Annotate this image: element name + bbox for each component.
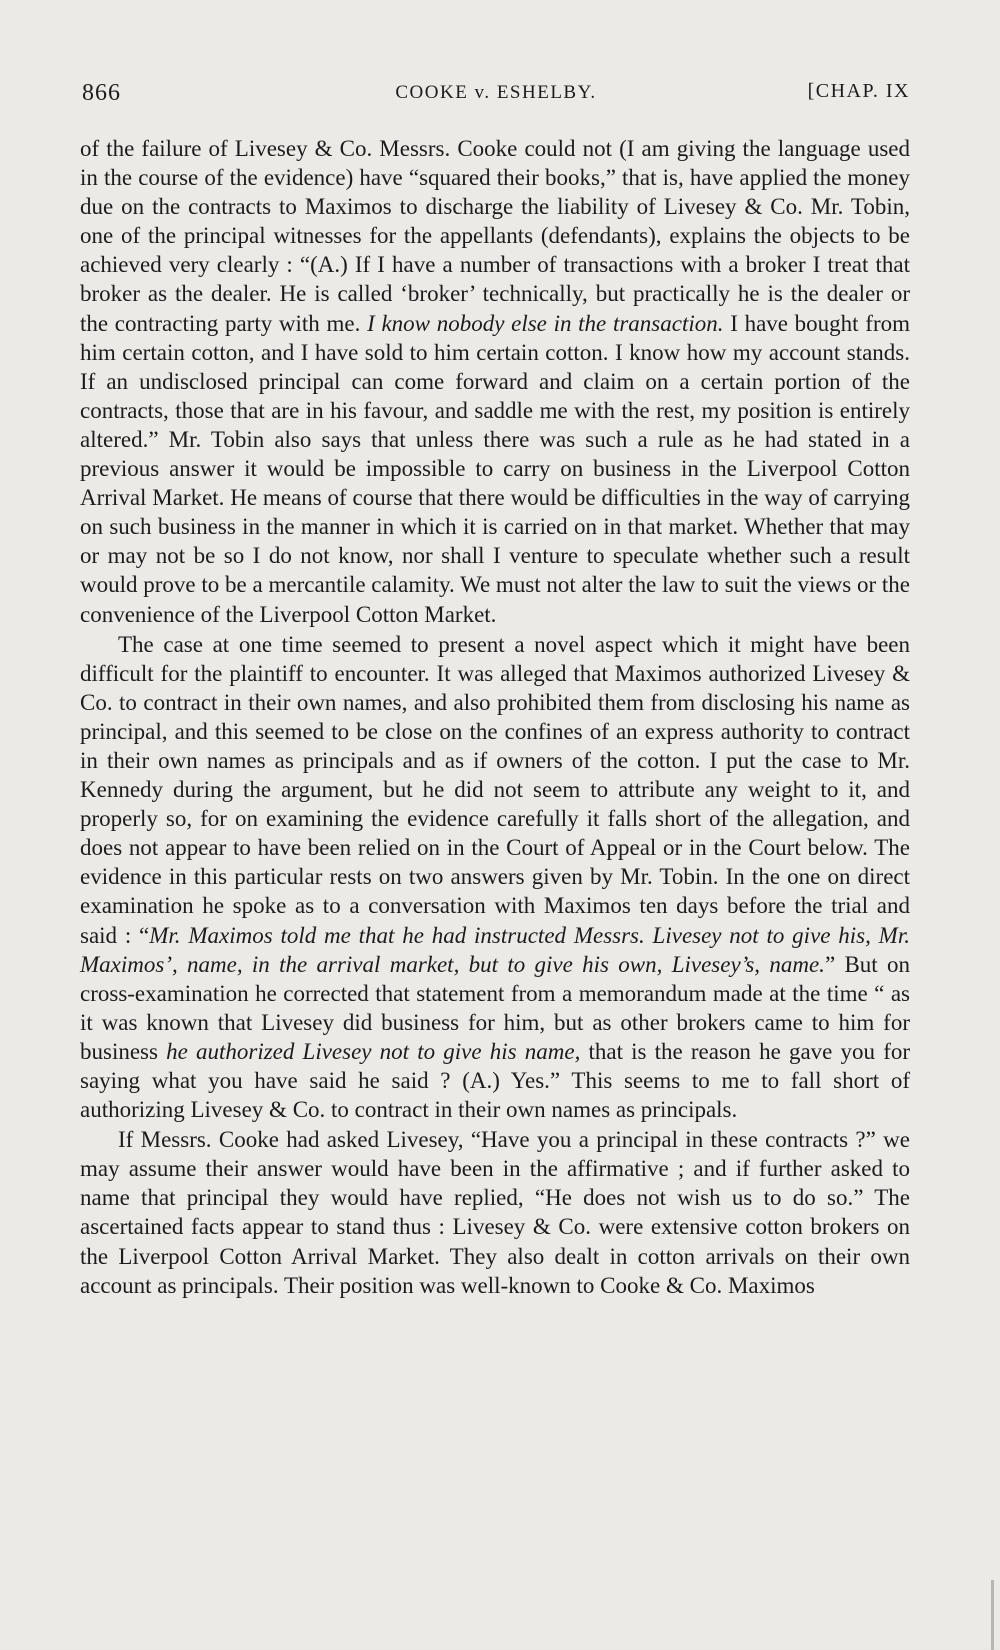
text-run: If Messrs. Cooke had asked Livesey, “Have you a principal in these contracts ?” we may assume their answer would have been in the affirmative ; and if further asked to name that principal they would have replied, “He does not wish us to do so.” The ascertained facts appear to stand thus : Livesey & Co. were extensive cotton brokers on the Liverpool Cotton Arrival Market. They also dealt in cotton arrivals on their own account as principals. Their position was well-known to Cooke & Co. Maximos: [80, 1127, 910, 1298]
text-run: that is the reason he gave you for saying what you have said he said ? (A.) Yes.” This seems to me to fall short of authorizing Livesey & Co. to contract in their own names as principals.: [80, 1038, 911, 1123]
body-text: [80, 134, 910, 1300]
paragraph: [80, 134, 910, 629]
paragraph: [80, 630, 910, 1125]
page-number: 866: [82, 80, 121, 106]
page-edge-mark: [991, 1580, 994, 1650]
chapter-label: [CHAP. IX: [807, 80, 910, 102]
page-header: [82, 80, 910, 114]
paragraph: [80, 1125, 910, 1300]
text-run: I have bought from him certain cotton, and I have sold to him certain cotton. I know how my account stands. If an undisclosed principal can come forward and claim on a certain portion of the contracts, those that are in his favour, and saddle me with the rest, my position is entirely altered.” Mr. Tobin also says that unless there was such a rule as he had stated in a previous answer it would be impossible to carry on business in the Liverpool Cotton Arrival Market. He means of course that there would be difficulties in the way of carrying on such business in the manner in which it is carried on in that market. Whether that may or may not be so I do not know, nor shall I venture to speculate whether such a result would prove to be a mercantile calamity. We must not alter the law to suit the views or the convenience of the Liverpool Cotton Market.: [80, 310, 910, 627]
italic-text: I know nobody else in the transaction.: [367, 310, 724, 336]
text-run: of the failure of Livesey & Co. Messrs. Cooke could not (I am giving the language used in the course of the evidence) have “squared their books,” that is, have applied the money due on the contracts to Maximos to discharge the liability of Livesey & Co. Mr. Tobin, one of the principal witnesses for the appellants (defendants), explains the objects to be achieved very clearly : “(A.) If I have a number of transactions with a broker I treat that broker as the dealer. He is called ‘broker’ technically, but practically he is the dealer or the contracting party with me.: [80, 136, 910, 336]
running-title: COOKE v. ESHELBY.: [395, 82, 597, 103]
text-run: The case at one time seemed to present a novel aspect which it might have been difficult for the plaintiff to encounter. It was alleged that Maximos authorized Livesey & Co. to contract in their own names, and also prohibited them from disclosing his name as principal, and this seemed to be close on the confines of an express authority to contract in their own names as principals and as if owners of the cotton. I put the case to Mr. Kennedy during the argument, but he did not seem to attribute any weight to it, and properly so, for on examining the evidence carefully it falls short of the allegation, and does not appear to have been relied on in the Court of Appeal or in the Court below. The evidence in this particular rests on two answers given by Mr. Tobin. In the one on direct examination he spoke as to a conversation with Maximos ten days before the trial and said : “: [80, 631, 910, 948]
text-run: ” But on cross-examination he corrected that statement from a memorandum made at the time “ as it was known that Livesey did business for him, but as other brokers came to him for business: [80, 951, 910, 1064]
italic-text: he authorized Livesey not to give his name,: [166, 1038, 581, 1064]
italic-text: Mr. Maximos told me that he had instructed Messrs. Livesey not to give his, Mr. Maximos’, name, in the arrival market, but to give his own, Livesey’s, name.: [80, 922, 910, 977]
